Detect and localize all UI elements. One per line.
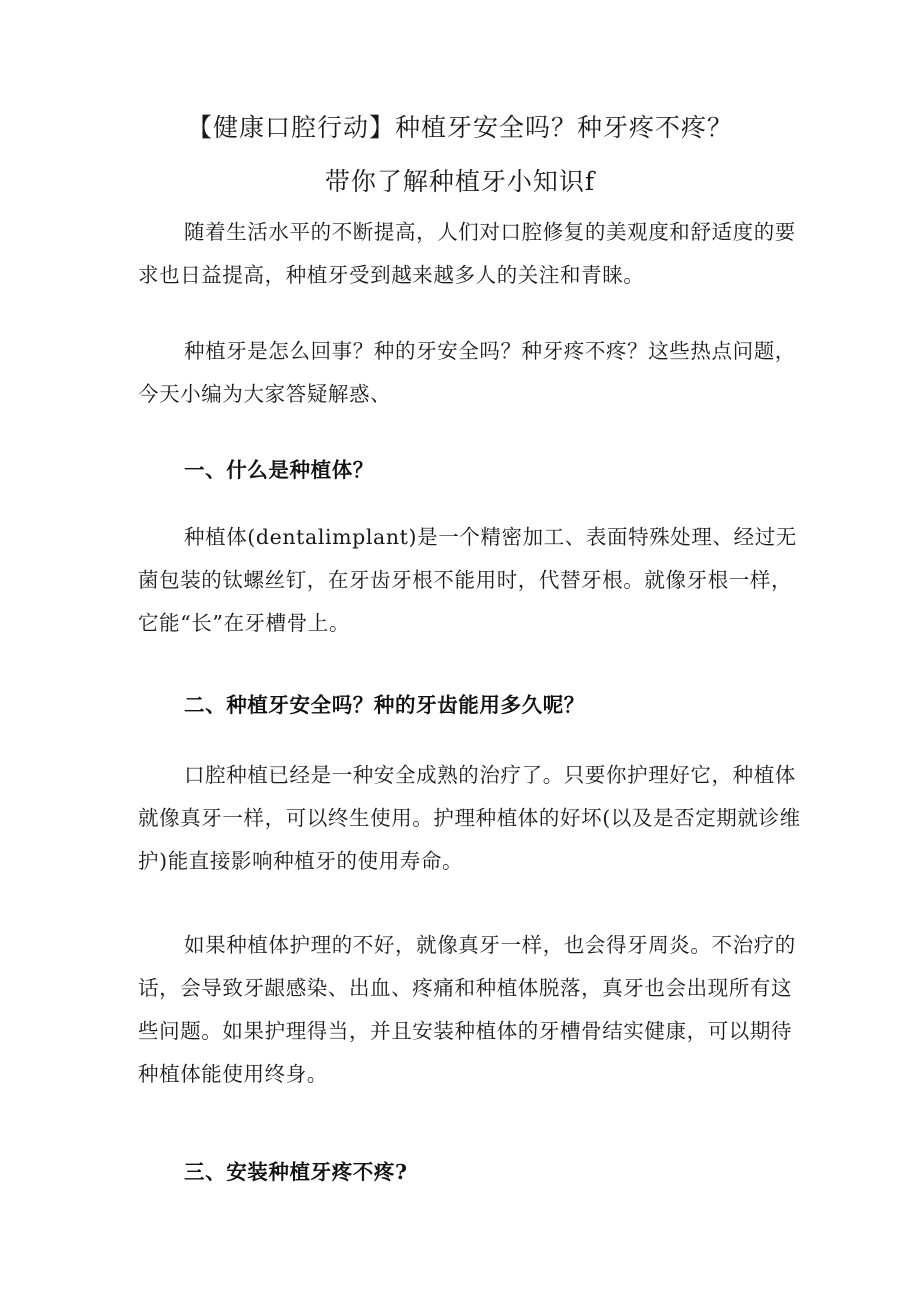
section-heading-what-is-implant: 一、什么是种植体？ (184, 458, 374, 482)
intro-paragraph: 种植牙是怎么回事？种的牙安全吗？种牙疼不疼？这些热点问题，今天小编为大家答疑解惑、 (138, 339, 796, 406)
intro-paragraph: 随着生活水平的不断提高，人们对口腔修复的美观度和舒适度的要求也日益提高，种植牙受到越来越多人的关注和青睐。 (138, 220, 796, 287)
section-paragraph: 种植体(dentalimplant)是一个精密加工、表面特殊处理、经过无菌包装的钛螺丝钉，在牙齿牙根不能用时，代替牙根。就像牙根一样，它能“长”在牙槽骨上。 (138, 525, 797, 635)
section-paragraph: 口腔种植已经是一种安全成熟的治疗了。只要你护理好它，种植体就像真牙一样，可以终生使用。护理种植体的好坏(以及是否定期就诊维护)能直接影响种植牙的使用寿命。 (138, 763, 801, 873)
section-heading-is-it-safe: 二、种植牙安全吗？种的牙齿能用多久呢？ (184, 693, 585, 717)
document-title-line-1: 【健康口腔行动】种植牙安全吗？种牙疼不疼？ (186, 113, 733, 142)
section-paragraph: 如果种植体护理的不好，就像真牙一样，也会得牙周炎。不治疗的话，会导致牙龈感染、出血、疼痛和种植体脱落，真牙也会出现所有这些问题。如果护理得当，并且安装种植体的牙槽骨结实健康，可以期待种植体能使用终身。 (138, 933, 796, 1086)
document-title-line-2: 带你了解种植牙小知识f (324, 167, 596, 196)
section-heading-does-it-hurt: 三、安装种植牙疼不疼? (184, 1160, 408, 1184)
